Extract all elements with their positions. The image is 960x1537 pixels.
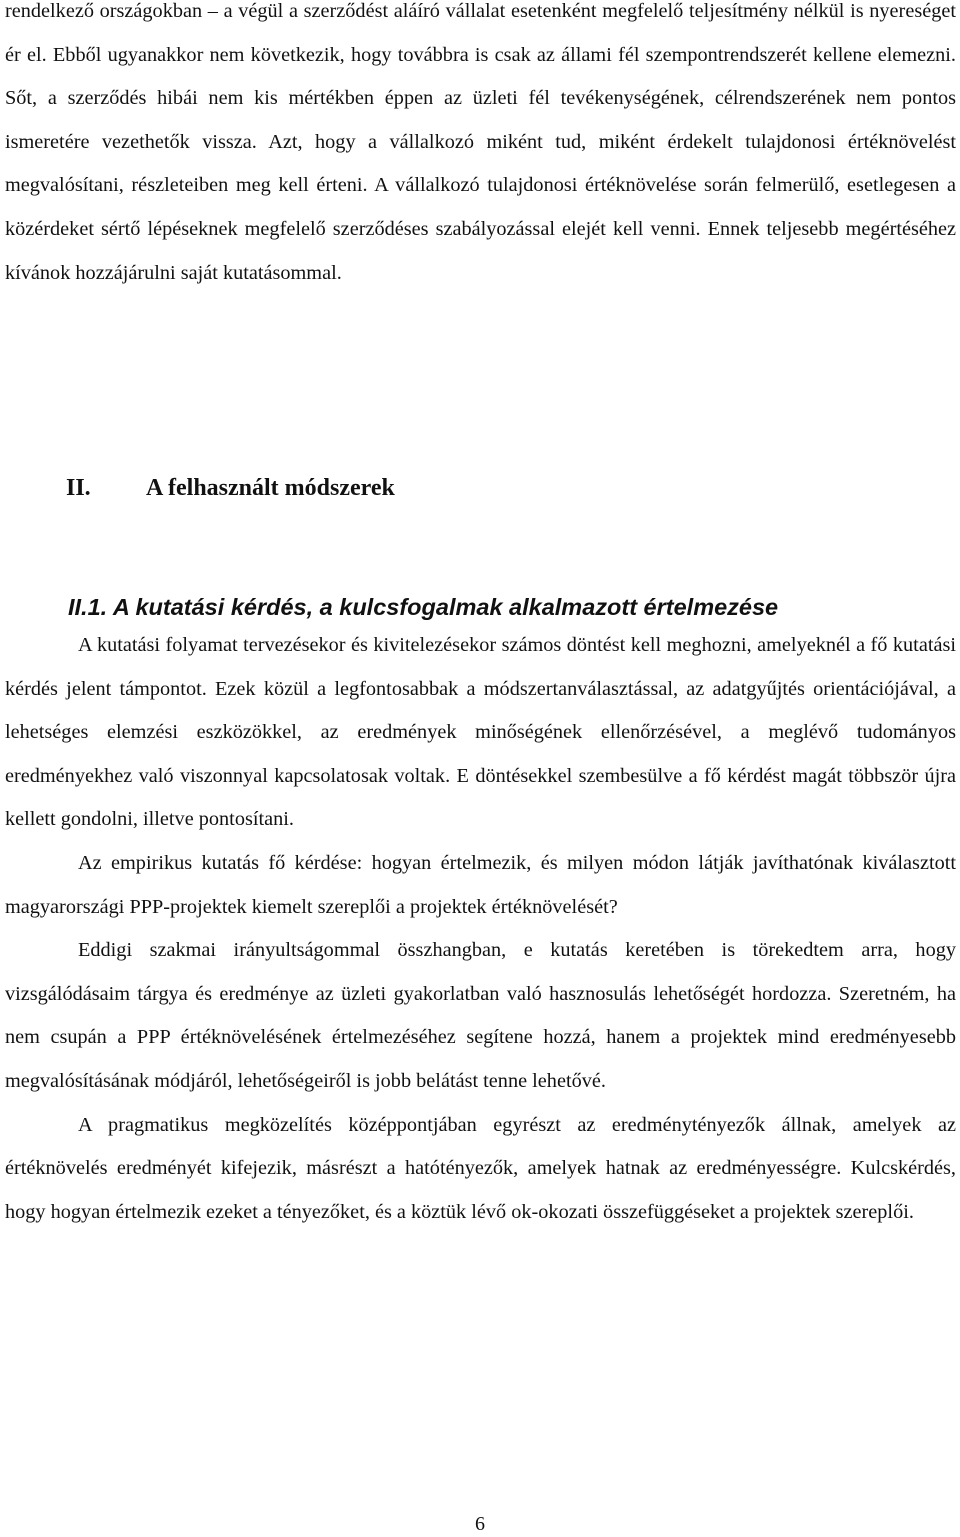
body-paragraph: Eddigi szakmai irányultságommal összhangban, e kutatás keretében is törekedtem arra, hogy vizsgálódásaim tárgya és eredménye az üzleti gyakorlatban való hasznosulás lehetőségét hordozza. Szeretném, ha nem csupán a PPP értéknövelésének értelmezéséhez segítene hozzá, hanem a projektek mind eredményesebb megvalósításának módjáról, lehetőségeiről is jobb belátást tenne lehetővé. (5, 939, 956, 1092)
section-number: II. (66, 475, 91, 501)
page-number: 6 (475, 1513, 485, 1535)
section-body (5, 624, 956, 1234)
intro-paragraph: rendelkező országokban – a végül a szerződést aláíró vállalat esetenként megfelelő teljesítmény nélkül is nyereséget ér el. Ebből ugyanakkor nem következik, hogy továbbra is csak az állami fél szempontrendszerét kellene elemezni. Sőt, a szerződés hibái nem kis mértékben éppen az üzleti fél tevékenységének, célrendszerének nem pontos ismeretére vezethetők vissza. Azt, hogy a vállalkozó miként tud, miként érdekelt tulajdonosi értéknövelést megvalósítani, részleteiben meg kell érteni. A vállalkozó tulajdonosi értéknövelése során felmerülő, esetlegesen a közérdeket sértő lépéseknek megfelelő szerződéses szabályozással elejét kell venni. Ennek teljesebb megértéséhez kívánok hozzájárulni saját kutatásommal. (5, 0, 956, 284)
body-paragraph: A kutatási folyamat tervezésekor és kivitelezésekor számos döntést kell meghozni, amelyeknél a fő kutatási kérdés jelent támpontot. Ezek közül a legfontosabbak a módszertanválasztással, az adatgyűjtés orientációjával, a lehetséges elemzési eszközökkel, az eredmények minőségének ellenőrzésével, a meglévő tudományos eredményekhez való viszonnyal kapcsolatosak voltak. E döntésekkel szembesülve a fő kérdést magát többször újra kellett gondolni, illetve pontosítani. (5, 634, 956, 831)
section-heading (66, 473, 395, 503)
subsection-heading: II.1. A kutatási kérdés, a kulcsfogalmak alkalmazott értelmezése (68, 594, 779, 620)
body-paragraph: A pragmatikus megközelítés középpontjában egyrészt az eredménytényezők állnak, amelyek az értéknövelés eredményét kifejezik, másrészt a hatótényezők, amelyek hatnak az eredményességre. Kulcskérdés, hogy hogyan értelmezik ezeket a tényezőket, és a köztük lévő ok-okozati összefüggéseket a projektek szereplői. (5, 1113, 956, 1223)
section-title: A felhasznált módszerek (146, 475, 395, 501)
document-page (5, 0, 956, 295)
body-paragraph: Az empirikus kutatás fő kérdése: hogyan értelmezik, és milyen módon látják javíthatónak kiválasztott magyarországi PPP-projektek kiemelt szereplői a projektek értéknövelését? (5, 851, 956, 918)
